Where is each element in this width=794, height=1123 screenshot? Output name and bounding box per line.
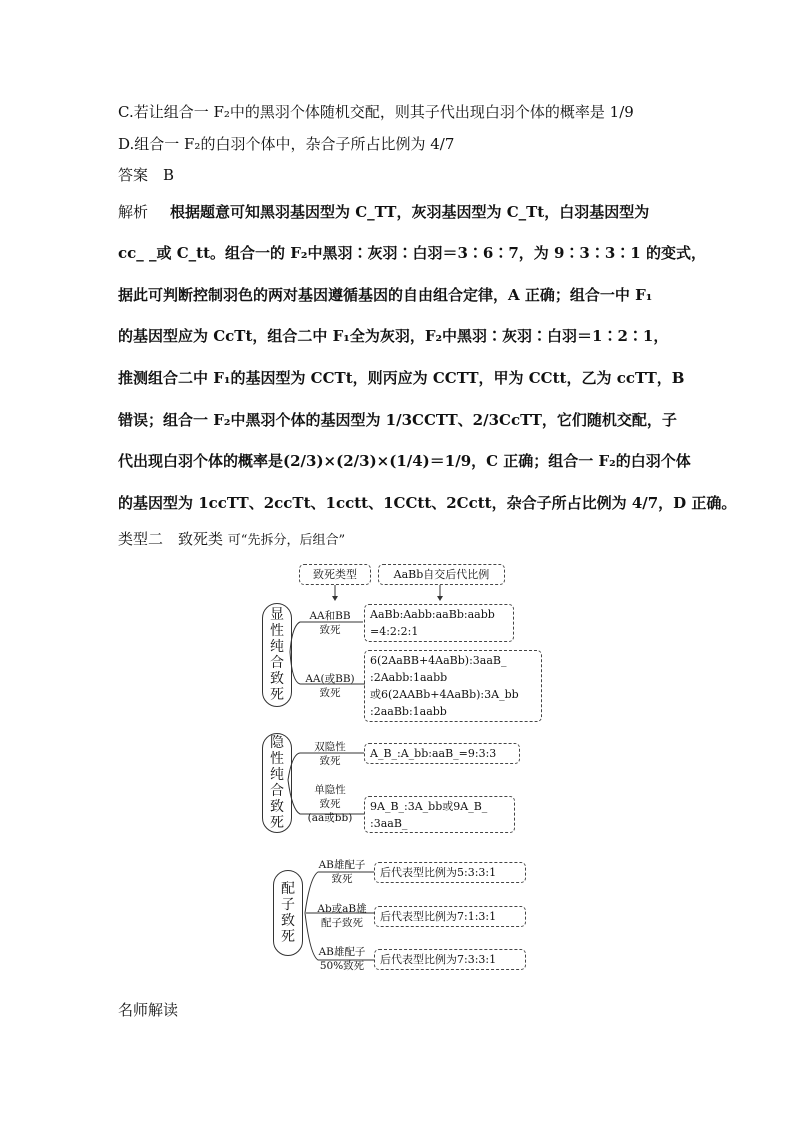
analysis-line-3: 据此可判断控制羽色的两对基因遵循基因的自由组合定律，A 正确；组合一中 F₁ (118, 286, 653, 304)
single-dominant-ratio-box: 6(2AaBB+4AaBb):3aaB_ :2Aabb:1aabb 或6(2AABb+4AaBb):3A_bb :2aaBb:1aabb (364, 650, 542, 722)
double-recessive-ratio-box: A_B_:A_bb:aaB_=9:3:3 (364, 743, 520, 764)
teacher-commentary-heading: 名师解读 (118, 1001, 179, 1019)
analysis-line-8: 的基因型为 1ccTT、2ccTt、1cctt、1CCtt、2Cctt，杂合子所占比例为 4/7，D 正确。 (118, 494, 737, 512)
aa-or-bb-lethal-label: AA(或BB) 致死 (305, 673, 355, 699)
dominant-homozygous-lethal-oval: 显性纯合致死 (262, 603, 292, 707)
analysis-line-7: 代出现白羽个体的概率是(2/3)×(2/3)×(1/4)＝1/9，C 正确；组合一 F₂的白羽个体 (118, 452, 691, 470)
analysis-line-1: 解析 根据题意可知黑羽基因型为 C_TT，灰羽基因型为 C_Tt，白羽基因型为 (118, 203, 650, 221)
double-recessive-lethal-label: 双隐性 致死 (314, 741, 346, 767)
analysis-line-5: 推测组合二中 F₁的基因型为 CCTt，则丙应为 CCTT，甲为 CCtt，乙为 ccTT，B (118, 369, 685, 387)
gamete-ratio-box-1: 后代表型比例为5:3:3:1 (374, 862, 526, 883)
recessive-homozygous-lethal-oval: 隐性纯合致死 (262, 733, 292, 833)
gamete-lethal-oval: 配子致死 (273, 870, 303, 956)
header-lethal-type: 致死类型 (299, 564, 371, 585)
section-subtitle: 可“先拆分，后组合” (227, 533, 346, 548)
ab-male-gamete-lethal-label: AB雄配子 致死 (318, 859, 366, 885)
analysis-line-6: 错误；组合一 F₂中黑羽个体的基因型为 1/3CCTT、2/3CcTT，它们随机交配，子 (118, 411, 677, 429)
option-c: C.若让组合一 F₂中的黑羽个体随机交配，则其子代出现白羽个体的概率是 1/9 (118, 103, 634, 121)
single-recessive-lethal-label: 单隐性 致死 (aa或bb) (307, 784, 353, 824)
analysis-line-4: 的基因型应为 CcTt，组合二中 F₁全为灰羽，F₂中黑羽∶灰羽∶白羽＝1∶2∶1， (118, 327, 669, 345)
option-d: D.组合一 F₂的白羽个体中，杂合子所占比例为 4/7 (118, 135, 455, 153)
analysis-label: 解析 (118, 203, 149, 221)
gamete-ratio-box-2: 后代表型比例为7:1:3:1 (374, 906, 526, 927)
ab-or-ab-male-gamete-lethal-label: Ab或aB雄 配子致死 (317, 903, 367, 929)
answer-line: 答案 B (118, 166, 175, 184)
section-title: 类型二 致死类 可“先拆分，后组合” (118, 530, 346, 548)
gamete-ratio-box-3: 后代表型比例为7:3:3:1 (374, 949, 526, 970)
aabb-ratio-box: AaBb:Aabb:aaBb:aabb =4:2:2:1 (364, 604, 514, 642)
ab-male-gamete-half-lethal-label: AB雄配子 50%致死 (318, 946, 366, 972)
analysis-line-2: cc_ _或 C_tt。组合一的 F₂中黑羽∶灰羽∶白羽＝3∶6∶7，为 9∶3∶3∶1 的变式， (118, 244, 706, 262)
single-recessive-ratio-box: 9A_B_:3A_bb或9A_B_ :3aaB_ (364, 796, 515, 833)
header-offspring-ratio: AaBb自交后代比例 (378, 564, 505, 585)
aa-bb-lethal-label: AA和BB 致死 (309, 610, 351, 636)
